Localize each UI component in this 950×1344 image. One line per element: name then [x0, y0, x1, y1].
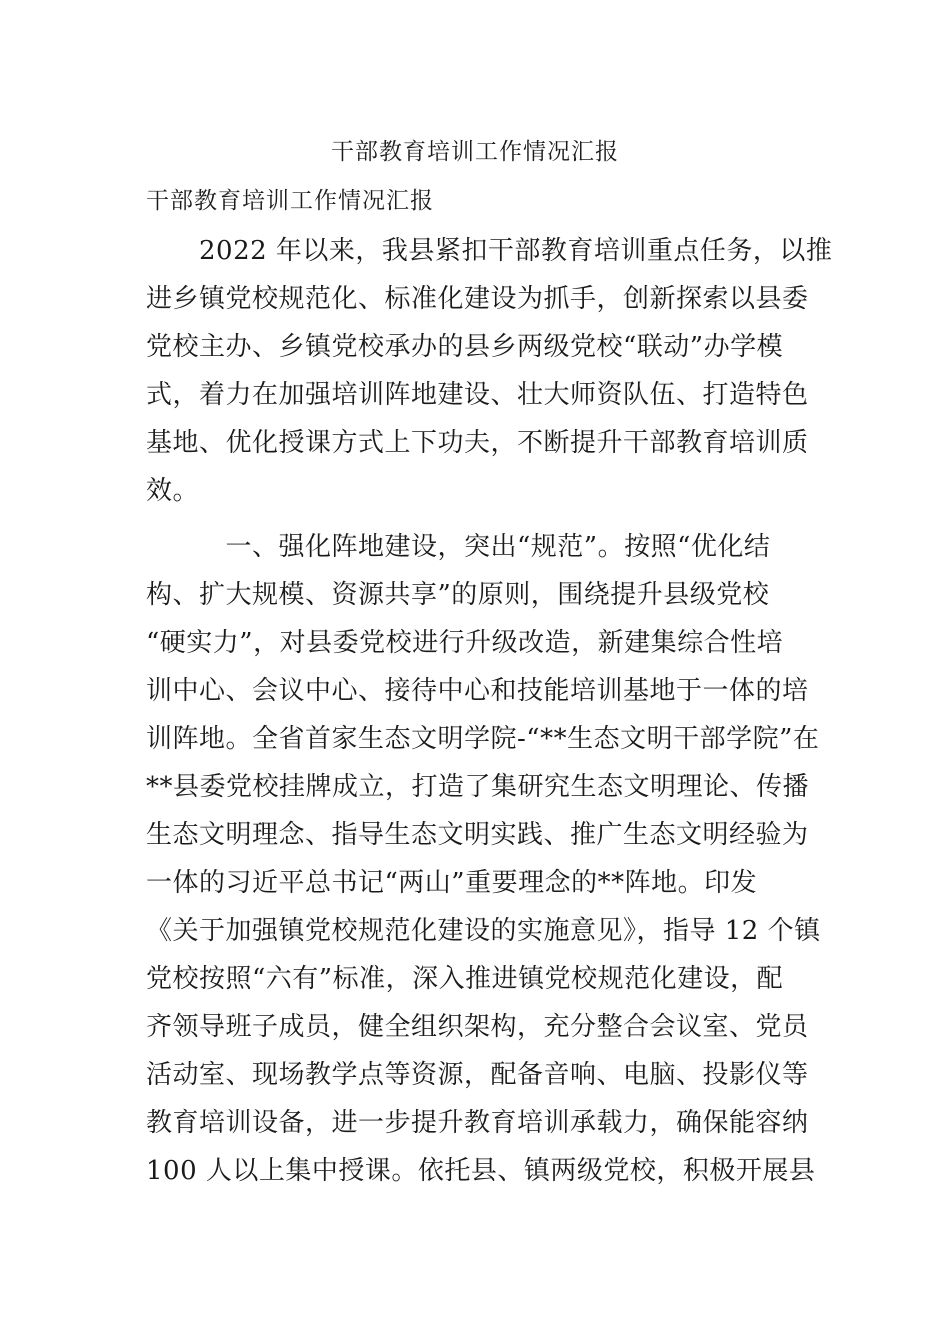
- paragraph-2-line: 教育培训设备，进一步提升教育培训承载力，确保能容纳: [146, 1108, 809, 1138]
- paragraph-2-line: 构、扩大规模、资源共享”的原则，围绕提升县级党校: [146, 580, 770, 610]
- paragraph-1-line: 进乡镇党校规范化、标准化建设为抓手，创新探索以县委: [146, 284, 809, 314]
- paragraph-2-line: 一体的习近平总书记“两山”重要理念的**阵地。印发: [146, 868, 758, 898]
- paragraph-2-line: **县委党校挂牌成立，打造了集研究生态文明理论、传播: [146, 772, 810, 802]
- document-title: 干部教育培训工作情况汇报: [331, 139, 619, 165]
- paragraph-2-line: “硬实力”，对县委党校进行升级改造，新建集综合性培: [146, 628, 784, 658]
- paragraph-2-line: 100 人以上集中授课。依托县、镇两级党校，积极开展县: [146, 1156, 816, 1186]
- paragraph-1-line: 基地、优化授课方式上下功夫，不断提升干部教育培训质: [146, 428, 809, 458]
- paragraph-2-line: 活动室、现场教学点等资源，配备音响、电脑、投影仪等: [146, 1060, 809, 1090]
- paragraph-1-line: 效。: [146, 476, 200, 506]
- paragraph-1-line: 式，着力在加强培训阵地建设、壮大师资队伍、打造特色: [146, 380, 809, 410]
- paragraph-2-line: 《关于加强镇党校规范化建设的实施意见》，指导 12 个镇: [146, 916, 821, 946]
- paragraph-2-line: 生态文明理念、指导生态文明实践、推广生态文明经验为: [146, 820, 809, 850]
- paragraph-2-line: 训阵地。全省首家生态文明学院-“**生态文明干部学院”在: [146, 724, 820, 754]
- document-subtitle: 干部教育培训工作情况汇报: [146, 188, 434, 214]
- paragraph-2-line: 党校按照“六有”标准，深入推进镇党校规范化建设，配: [146, 964, 784, 994]
- paragraph-1-line: 党校主办、乡镇党校承办的县乡两级党校“联动”办学模: [146, 332, 784, 362]
- paragraph-2-line: 训中心、会议中心、接待中心和技能培训基地于一体的培: [146, 676, 809, 706]
- paragraph-2-line: 一、强化阵地建设，突出“规范”。按照“优化结: [146, 532, 771, 562]
- paragraph-1-line: 2022 年以来，我县紧扣干部教育培训重点任务，以推: [146, 236, 833, 266]
- paragraph-2-line: 齐领导班子成员，健全组织架构，充分整合会议室、党员: [146, 1012, 809, 1042]
